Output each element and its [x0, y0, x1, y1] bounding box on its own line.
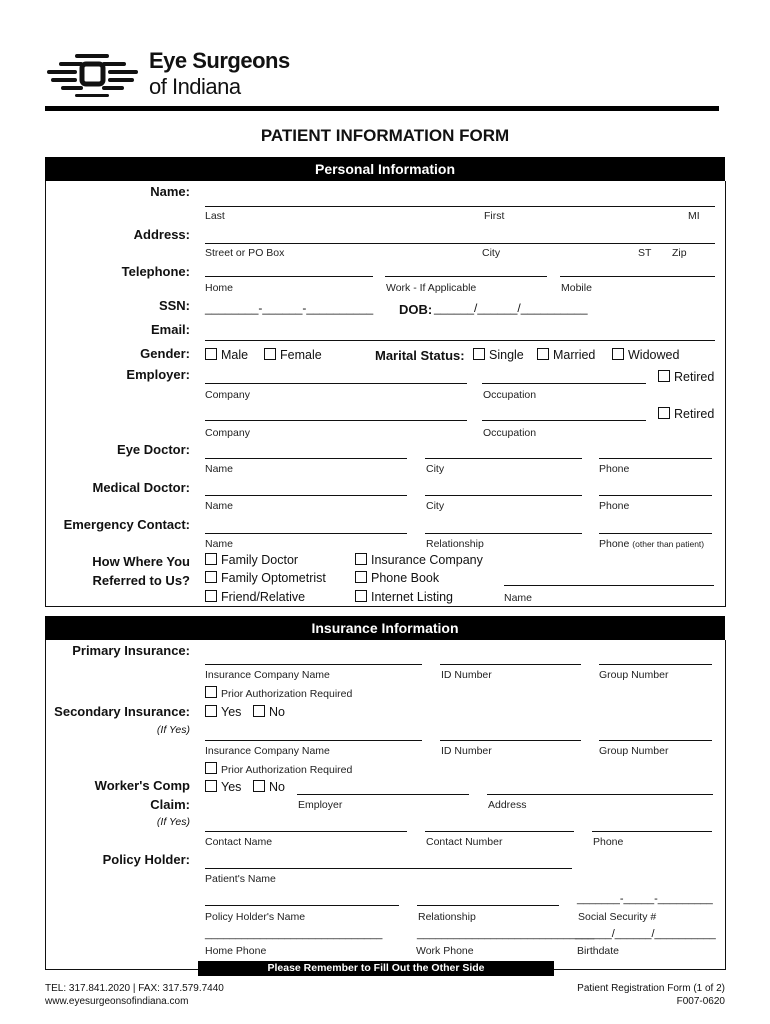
retired-checkbox-2[interactable] [658, 407, 714, 421]
checkbox-icon [537, 348, 549, 360]
policy-holder-label: Policy Holder: [102, 852, 190, 867]
workers-comp-label-line2: Claim: [150, 797, 190, 812]
address-label: Address: [133, 227, 190, 242]
policy-birthdate-field[interactable]: ______/______/__________ [575, 928, 716, 940]
secondary-insurance-label: Secondary Insurance: [54, 704, 190, 719]
referred-label-line1: How Where You [92, 554, 190, 569]
marital-widowed-checkbox[interactable] [612, 348, 679, 362]
caption-last: Last [205, 210, 225, 222]
eye-doctor-name-field[interactable] [205, 458, 407, 459]
medical-doctor-city-field[interactable] [425, 495, 582, 496]
caption-work-phone: Work Phone [416, 945, 474, 957]
employer-company-field-1[interactable] [205, 383, 467, 384]
dob-field[interactable]: ______/______/__________ [434, 301, 588, 315]
personal-info-header: Personal Information [45, 157, 725, 181]
checkbox-icon [253, 705, 265, 717]
wc-contact-name-field[interactable] [205, 831, 407, 832]
caption-name: Name [504, 592, 533, 604]
checkbox-icon [253, 780, 265, 792]
checkbox-icon [355, 571, 367, 583]
caption-street: Street or PO Box [205, 247, 285, 259]
caption-contact-name: Contact Name [205, 836, 273, 848]
option-label: Married [553, 348, 596, 362]
caption-phone: Phone [599, 538, 630, 550]
ref-insurance-company-checkbox[interactable] [355, 553, 483, 567]
checkbox-icon [355, 553, 367, 565]
ref-name-field[interactable] [504, 585, 714, 586]
retired-checkbox-1[interactable] [658, 370, 714, 384]
caption-policy-holder-name: Policy Holder's Name [205, 911, 306, 923]
checkbox-icon [264, 348, 276, 360]
employer-company-field-2[interactable] [205, 420, 467, 421]
email-label: Email: [150, 322, 190, 337]
ref-internet-listing-checkbox[interactable] [355, 590, 453, 604]
caption-patients-name: Patient's Name [205, 873, 276, 885]
checkbox-icon [658, 407, 670, 419]
eye-doctor-label: Eye Doctor: [117, 442, 190, 457]
secondary-no-checkbox[interactable] [253, 705, 285, 719]
emergency-contact-label: Emergency Contact: [63, 517, 190, 532]
policy-relationship-field[interactable] [417, 905, 559, 906]
primary-insurance-label: Primary Insurance: [72, 643, 190, 658]
option-label: Prior Authorization Required [221, 764, 353, 776]
wc-employer-field[interactable] [297, 794, 469, 795]
wc-address-field[interactable] [487, 794, 713, 795]
employer-label: Employer: [126, 367, 190, 382]
caption-insurance-company: Insurance Company Name [205, 745, 330, 757]
caption-employer: Employer [298, 799, 343, 811]
policy-holder-name-field[interactable] [205, 905, 399, 906]
caption-name: Name [205, 538, 234, 550]
gender-label: Gender: [140, 346, 190, 361]
caption-id-number: ID Number [441, 669, 492, 681]
checkbox-icon [205, 553, 217, 565]
secondary-yes-checkbox[interactable] [205, 705, 241, 719]
referred-label-line2: Referred to Us? [92, 573, 190, 588]
wc-contact-number-field[interactable] [425, 831, 574, 832]
primary-id-field[interactable] [440, 664, 581, 665]
option-label: Male [221, 348, 249, 362]
caption-city: City [482, 247, 501, 259]
caption-occupation: Occupation [483, 427, 537, 439]
footer-website[interactable]: www.eyesurgeonsofindiana.com [45, 996, 189, 1007]
option-label: No [269, 780, 285, 794]
caption-company: Company [205, 427, 250, 439]
option-label: Internet Listing [371, 590, 453, 604]
caption-city: City [426, 500, 445, 512]
secondary-group-field[interactable] [599, 740, 712, 741]
caption-id-number: ID Number [441, 745, 492, 757]
reminder-banner: Please Remember to Fill Out the Other Side [198, 961, 554, 976]
logo [45, 48, 305, 100]
insurance-bottom-rule-left [45, 969, 198, 970]
primary-group-field[interactable] [599, 664, 712, 665]
wc-phone-field[interactable] [592, 831, 712, 832]
option-label: No [269, 705, 285, 719]
home-phone-field[interactable] [205, 276, 373, 277]
emergency-relationship-field[interactable] [425, 533, 582, 534]
employer-occupation-field-2[interactable] [482, 420, 646, 421]
patient-name-field[interactable] [205, 868, 572, 869]
caption-name: Name [205, 500, 234, 512]
primary-prior-auth-checkbox[interactable] [205, 686, 352, 700]
footer-form-name: Patient Registration Form (1 of 2) [577, 983, 725, 994]
marital-label: Marital Status: [375, 348, 465, 363]
option-label: Yes [221, 780, 242, 794]
insurance-bottom-rule-right [554, 969, 725, 970]
caption-home-phone: Home Phone [205, 945, 267, 957]
caption-insurance-company: Insurance Company Name [205, 669, 330, 681]
ref-friend-relative-checkbox[interactable] [205, 590, 305, 604]
ssn-field[interactable]: ________-______-__________ [205, 301, 374, 315]
checkbox-icon [205, 780, 217, 792]
caption-relationship: Relationship [426, 538, 484, 550]
caption-company: Company [205, 389, 250, 401]
medical-doctor-name-field[interactable] [205, 495, 407, 496]
footer-contact: TEL: 317.841.2020 | FAX: 317.579.7440 [45, 983, 224, 994]
caption-st: ST [638, 247, 652, 259]
eye-doctor-phone-field[interactable] [599, 458, 712, 459]
medical-doctor-phone-field[interactable] [599, 495, 712, 496]
form-title: PATIENT INFORMATION FORM [260, 126, 510, 145]
option-label: Family Optometrist [221, 571, 326, 585]
option-label: Friend/Relative [221, 590, 306, 604]
work-phone-field[interactable] [385, 276, 547, 277]
option-label: Female [280, 348, 322, 362]
caption-note: (other than patient) [632, 539, 705, 549]
workers-no-checkbox[interactable] [253, 780, 285, 794]
caption-mi: MI [688, 210, 700, 222]
option-label: Retired [674, 407, 715, 421]
checkbox-icon [205, 590, 217, 602]
header-rule [45, 106, 719, 111]
checkbox-icon [205, 348, 217, 360]
gender-male-checkbox[interactable] [205, 348, 248, 362]
secondary-prior-auth-checkbox[interactable] [205, 762, 352, 776]
option-label: Single [489, 348, 524, 362]
caption-birthdate: Birthdate [577, 945, 620, 957]
checkbox-icon [473, 348, 485, 360]
gender-female-checkbox[interactable] [264, 348, 322, 362]
caption-zip: Zip [672, 247, 687, 259]
caption-phone: Phone [593, 836, 624, 848]
caption-home: Home [205, 282, 234, 294]
policy-ssn-field[interactable]: _______-_____-_________ [577, 893, 713, 905]
option-label: Yes [221, 705, 242, 719]
emergency-phone-field[interactable] [599, 533, 712, 534]
emergency-name-field[interactable] [205, 533, 407, 534]
caption-relationship: Relationship [418, 911, 476, 923]
workers-if-yes: (If Yes) [156, 816, 190, 828]
email-field[interactable] [205, 340, 715, 341]
caption-phone: Phone [599, 463, 630, 475]
caption-mobile: Mobile [561, 282, 592, 294]
caption-address: Address [488, 799, 527, 811]
caption-work: Work - If Applicable [386, 282, 477, 294]
ref-family-optometrist-checkbox[interactable] [205, 571, 326, 585]
medical-doctor-label: Medical Doctor: [92, 480, 190, 495]
option-label: Widowed [628, 348, 680, 362]
primary-company-field[interactable] [205, 664, 422, 665]
option-label: Prior Authorization Required [221, 688, 353, 700]
caption-phone: Phone [599, 500, 630, 512]
ref-family-doctor-checkbox[interactable] [205, 553, 298, 567]
caption-social-security: Social Security # [578, 911, 657, 923]
employer-occupation-field-1[interactable] [482, 383, 646, 384]
checkbox-icon [355, 590, 367, 602]
footer-form-code: F007-0620 [676, 996, 725, 1007]
policy-home-phone-field[interactable]: _____________________________ [205, 928, 383, 940]
marital-single-checkbox[interactable] [473, 348, 524, 362]
address-field[interactable] [205, 243, 715, 244]
logo-line1: Eye Surgeons [149, 48, 290, 73]
option-label: Retired [674, 370, 715, 384]
caption-group-number: Group Number [599, 669, 669, 681]
caption-occupation: Occupation [483, 389, 537, 401]
checkbox-icon [612, 348, 624, 360]
checkbox-icon [205, 705, 217, 717]
mobile-field[interactable] [560, 276, 715, 277]
option-label: Insurance Company [371, 553, 483, 567]
caption-name: Name [205, 463, 234, 475]
ssn-label: SSN: [158, 298, 190, 313]
option-label: Phone Book [371, 571, 440, 585]
option-label: Family Doctor [221, 553, 299, 567]
marital-married-checkbox[interactable] [537, 348, 595, 362]
secondary-if-yes: (If Yes) [156, 724, 190, 736]
workers-yes-checkbox[interactable] [205, 780, 241, 794]
caption-group-number: Group Number [599, 745, 669, 757]
name-label: Name: [150, 184, 190, 199]
checkbox-icon [658, 370, 670, 382]
logo-line2: of Indiana [149, 74, 241, 99]
dob-label: DOB: [399, 302, 433, 317]
checkbox-icon [205, 686, 217, 698]
checkbox-icon [205, 762, 217, 774]
secondary-company-field[interactable] [205, 740, 422, 741]
caption-first: First [484, 210, 505, 222]
insurance-info-header: Insurance Information [45, 616, 725, 640]
eye-doctor-city-field[interactable] [425, 458, 582, 459]
workers-comp-label-line1: Worker's Comp [94, 778, 190, 793]
telephone-label: Telephone: [121, 264, 190, 279]
secondary-id-field[interactable] [440, 740, 581, 741]
name-field[interactable] [205, 206, 715, 207]
caption-phone-note [599, 538, 704, 550]
eye-logo-icon [45, 50, 140, 98]
caption-city: City [426, 463, 445, 475]
policy-work-phone-field[interactable]: _____________________________ [417, 928, 595, 940]
ref-phone-book-checkbox[interactable] [355, 571, 439, 585]
caption-contact-number: Contact Number [426, 836, 503, 848]
checkbox-icon [205, 571, 217, 583]
